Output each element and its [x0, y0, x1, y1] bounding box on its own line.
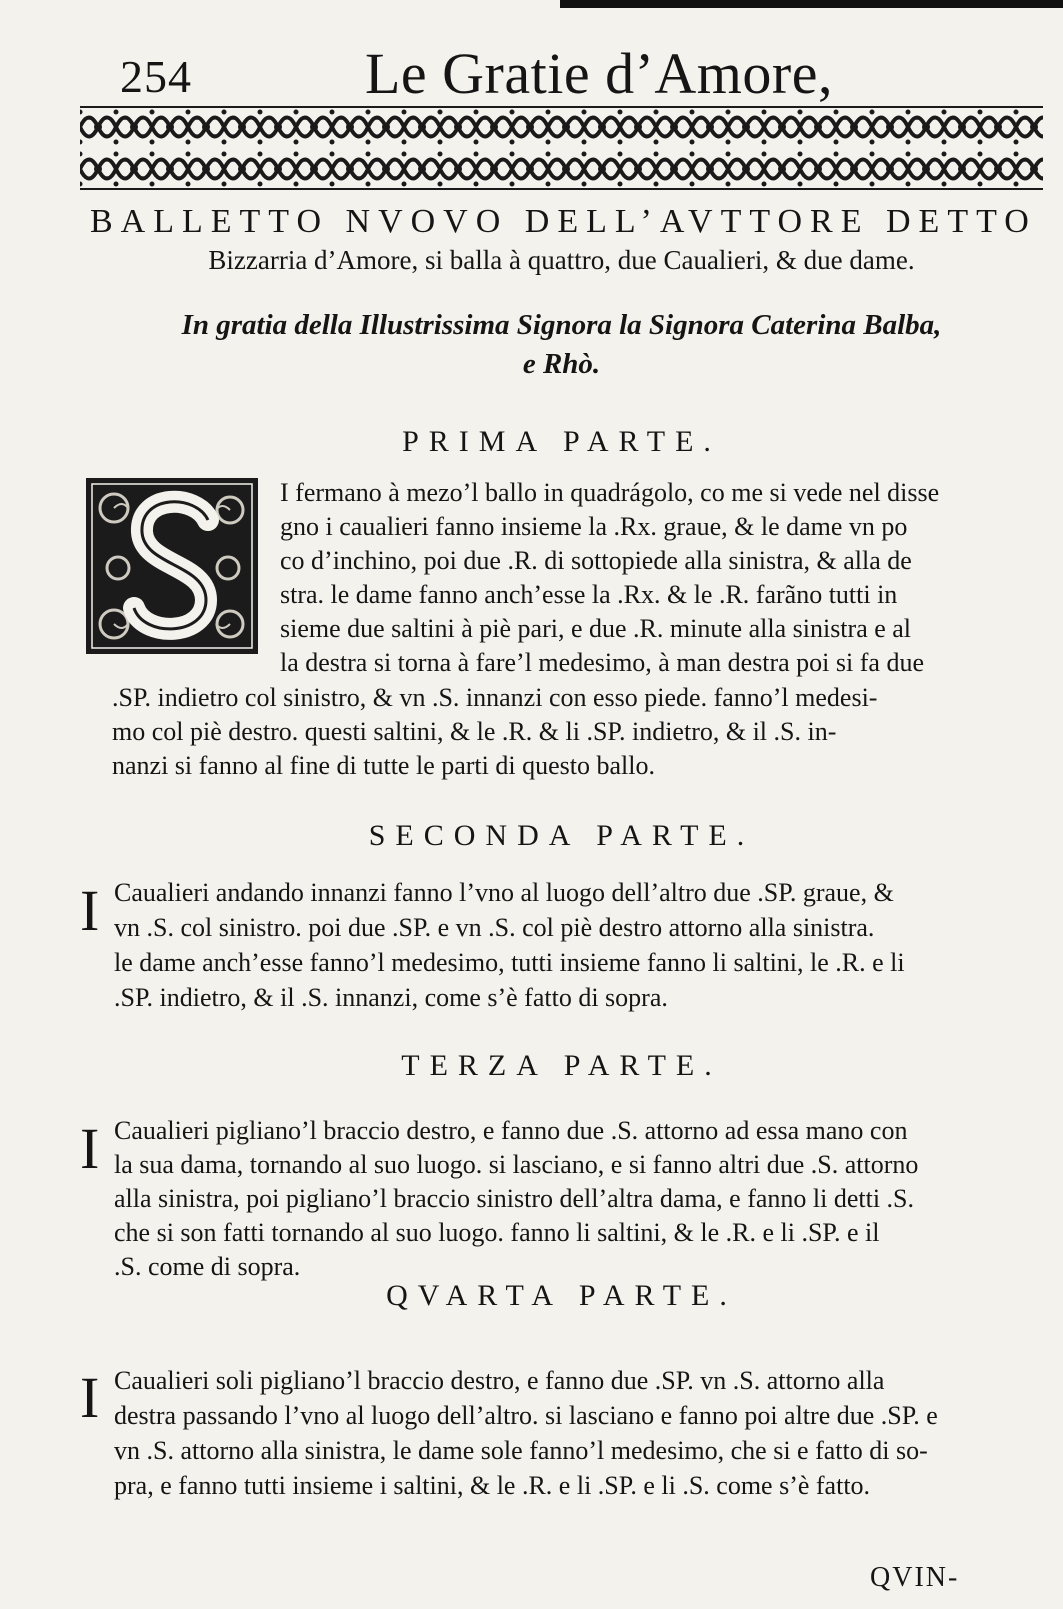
dedication-line-2: e Rhò.	[522, 348, 601, 380]
terza-line-3: alla sinistra, poi pigliano’l braccio sinistro dell’altra dama, e fanno li detti .S.	[114, 1184, 915, 1213]
terza-line-5: .S. come di sopra.	[114, 1252, 301, 1281]
prima-line-1: I fermano à mezo’l ballo in quadrágolo, co me si vede nel disse	[280, 478, 940, 507]
prima-line-7: .SP. indietro col sinistro, & vn .S. innanzi con esso piede. fanno’l medesi-	[112, 683, 878, 712]
terza-line-4: che si son fatti tornando al suo luogo. fanno li saltini, & le .R. e li .SP. e il	[114, 1218, 880, 1247]
prima-line-5: sieme due saltini à piè pari, e due .R. minute alla sinistra e al	[280, 614, 912, 643]
prima-line-3: co d’inchino, poi due .R. di sottopiede alla sinistra, & alla de	[280, 546, 912, 575]
prima-line-2: gno i caualieri fanno insieme la .Rx. graue, & le dame vn po	[280, 512, 908, 541]
initial-quarta: I	[80, 1365, 100, 1430]
prima-line-4: stra. le dame fanno anch’esse la .Rx. & le .R. farãno tutti in	[280, 580, 898, 609]
seconda-line-3: le dame anch’esse fanno’l medesimo, tutti insieme fanno li saltini, le .R. e li	[114, 948, 905, 977]
part-title-seconda: SECONDA PARTE.	[368, 819, 755, 852]
decorated-initial	[84, 476, 260, 656]
quarta-line-4: pra, e fanno tutti insieme i saltini, & le .R. e li .SP. e li .S. come s’è fatto.	[114, 1471, 871, 1500]
seconda-line-2: vn .S. col sinistro. poi due .SP. e vn .S. col piè destro attorno alla sinistra.	[114, 913, 875, 942]
terza-line-2: la sua dama, tornando al suo luogo. si lasciano, e si fanno altri due .S. attorno	[114, 1150, 919, 1179]
initial-seconda: I	[80, 878, 100, 943]
ornamental-band	[80, 106, 1043, 190]
quarta-line-1: Caualieri soli pigliano’l braccio destro, e fanno due .SP. vn .S. attorno alla	[114, 1366, 885, 1395]
part-title-terza: TERZA PARTE.	[401, 1049, 722, 1082]
initial-terza: I	[80, 1116, 100, 1181]
running-title: Le Gratie d’Amore,	[365, 41, 833, 106]
quarta-line-2: destra passando l’vno al luogo dell’altro. si lasciano e fanno poi altre due .SP. e	[114, 1401, 938, 1430]
dedication-line-1: In gratia della Illustrissima Signora la Signora Caterina Balba,	[181, 309, 942, 341]
seconda-line-1: Caualieri andando innanzi fanno l’vno al luogo dell’altro due .SP. graue, &	[114, 878, 894, 907]
section-heading: BALLETTO NVOVO DELL’AVTTORE DETTO	[90, 203, 1037, 240]
prima-line-8: mo col piè destro. questi saltini, & le .R. & li .SP. indietro, & il .S. in-	[112, 717, 837, 746]
prima-line-6: la destra si torna à fare’l medesimo, à man destra poi si fa due	[280, 648, 924, 677]
quarta-line-3: vn .S. attorno alla sinistra, le dame sole fanno’l medesimo, che si e fatto di so-	[114, 1436, 928, 1465]
seconda-line-4: .SP. indietro, & il .S. innanzi, come s’è fatto di sopra.	[114, 983, 668, 1012]
section-subtitle: Bizzarria d’Amore, si balla à quattro, due Caualieri, & due dame.	[208, 245, 915, 275]
part-title-quarta: QVARTA PARTE.	[386, 1279, 737, 1312]
part-title-prima: PRIMA PARTE.	[402, 425, 721, 458]
catchword: QVIN-	[870, 1562, 960, 1593]
terza-line-1: Caualieri pigliano’l braccio destro, e fanno due .S. attorno ad essa mano con	[114, 1116, 908, 1145]
running-header	[120, 40, 1040, 110]
page-number: 254	[120, 51, 192, 102]
prima-line-9: nanzi si fanno al fine di tutte le parti di questo ballo.	[112, 751, 655, 780]
